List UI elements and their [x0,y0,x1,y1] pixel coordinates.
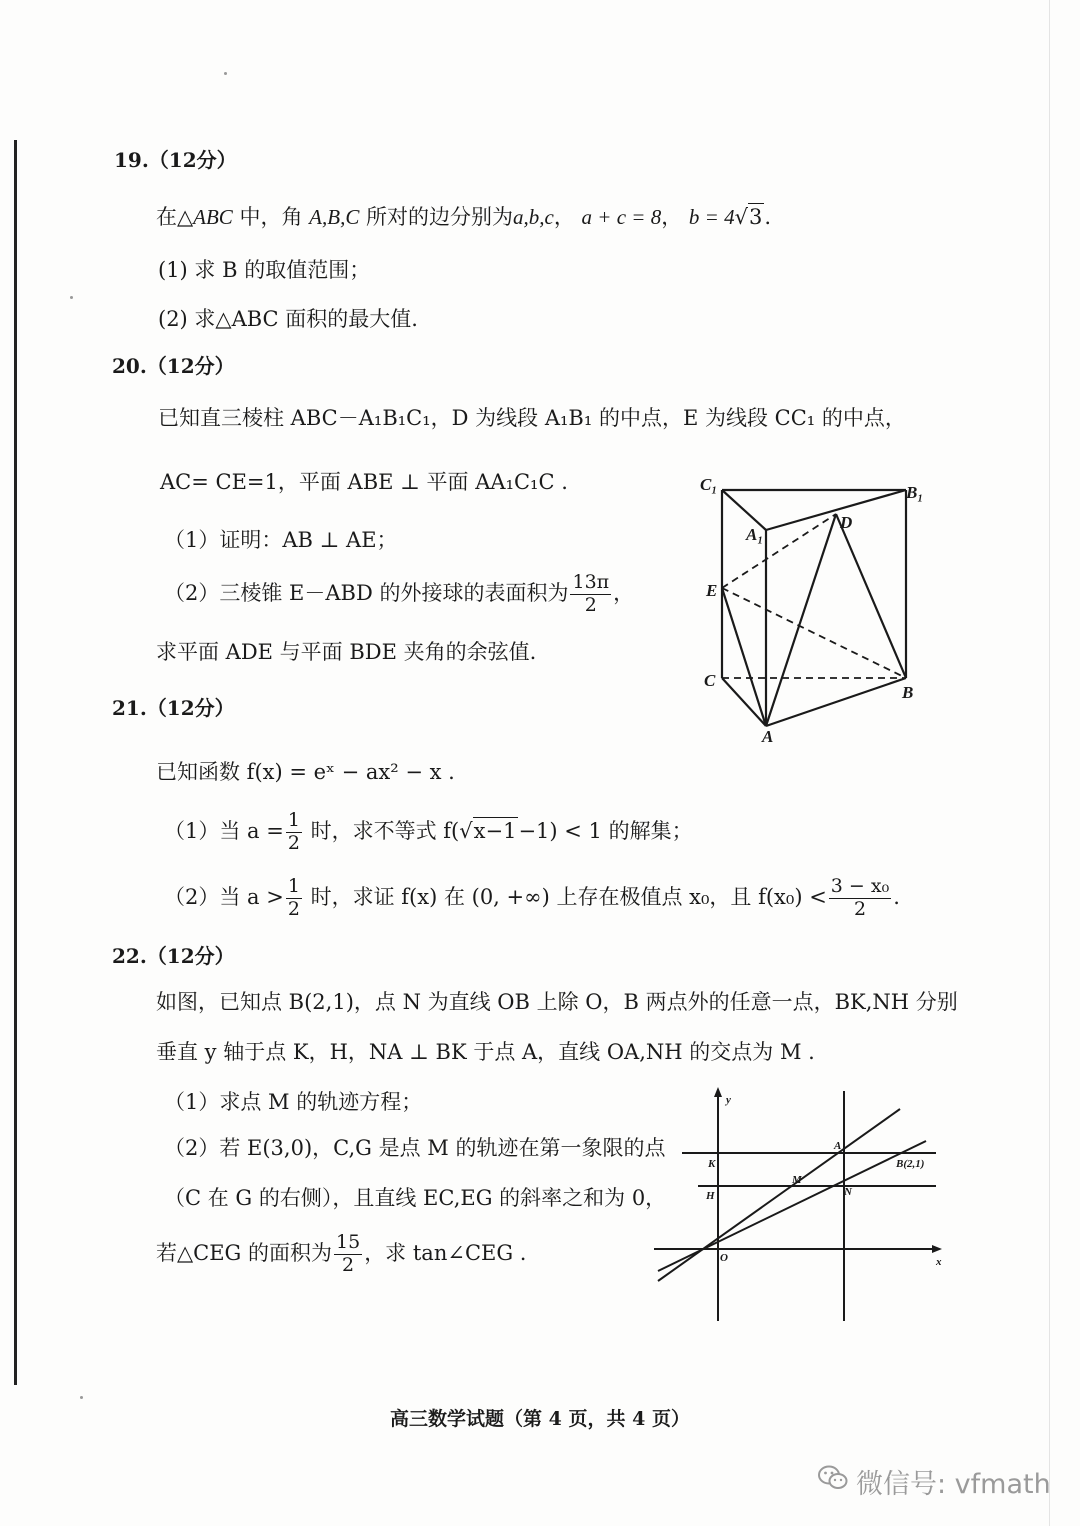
label-a: A [762,727,774,746]
label-a1: A₁ [746,525,764,544]
label-c1: C₁ [700,475,718,494]
label-n: N [844,1186,852,1198]
label-o: O [720,1252,728,1264]
q21-stem: 已知函数 f(x) = eˣ − ax² − x . [156,760,455,784]
q19-stem: 在△ABC 中，角 A,B,C 所对的边分别为a,b,c， a + c = 8， b = 4√3. [156,205,772,229]
edge-c1a1 [722,490,766,530]
label-b21: B(2,1) [896,1158,925,1170]
q19-header: 19.（12分） [114,148,237,172]
watermark [822,1462,1051,1501]
q22-part2-b: （C 在 G 的右侧），且直线 EC,EG 的斜率之和为 0， [164,1186,667,1210]
q21-part1: （1）当 a = $\frac{1}{2}$ 时，求不等式 f(√x−1−1) < 1 的解集； [164,809,693,854]
label-b: B [902,683,914,702]
prism-figure [690,470,930,750]
q20-line1: 已知直三棱柱 ABC－A₁B₁C₁，D 为线段 A₁B₁ 的中点，E 为线段 CC₁ 的中点， [158,406,906,430]
q19-part1: (1) 求 B 的取值范围； [158,258,371,282]
q22-line1: 如图，已知点 B(2,1)，点 N 为直线 OB 上除 O，B 两点外的任意一点，BK,NH 分别 [156,990,958,1014]
edge-ab [766,678,906,726]
q22-line2: 垂直 y 轴于点 K，H，NA ⊥ BK 于点 A，直线 OA,NH 的交点为 M . [156,1040,815,1064]
edge-ad [766,514,836,726]
q20-part2-cont: 求平面 ADE 与平面 BDE 夹角的余弦值. [156,640,537,664]
label-c: C [704,671,716,690]
q20-header: 20.（12分） [112,354,235,378]
edge-ed-hidden [722,514,836,588]
coordinate-figure [650,1085,950,1325]
q21-header: 21.（12分） [112,696,235,720]
page-footer: 高三数学试题（第 4 页，共 4 页） [390,1408,690,1430]
binding-margin-line [14,140,17,1385]
q20-part2: （2）三棱锥 E－ABD 的外接球的表面积为 $\frac{13\pi}{2}$ ， [164,571,635,616]
q22-part2-c: 若△CEG 的面积为 $\frac{15}{2}$ ，求 tan∠CEG . [156,1231,527,1276]
q22-header: 22.（12分） [112,944,235,968]
line-oa [658,1109,900,1281]
edge-ea [722,588,766,726]
q19-part2: (2) 求△ABC 面积的最大值. [158,307,418,331]
edge-eb-hidden [722,588,906,678]
watermark-text: 微信号: vfmath [856,1469,1051,1500]
label-e: E [706,581,718,600]
label-b1: B₁ [906,483,924,502]
label-d: D [840,513,853,532]
line-ob [658,1141,926,1271]
q20-line2: AC= CE=1，平面 ABE ⊥ 平面 AA₁C₁C . [160,470,568,494]
edge-a1b1 [766,490,906,530]
edge-db [836,514,906,678]
x-axis-arrow [932,1245,942,1253]
q22-part2-a: （2）若 E(3,0)，C,G 是点 M 的轨迹在第一象限的点 [164,1136,666,1160]
y-axis-arrow [714,1087,722,1097]
scan-speck [70,296,73,299]
label-k: K [708,1158,716,1170]
page-edge [1049,0,1050,1526]
q22-part1: （1）求点 M 的轨迹方程； [164,1090,423,1114]
label-h: H [706,1190,715,1202]
scan-speck [224,72,227,75]
label-y: y [726,1094,731,1106]
wechat-icon [818,1464,848,1492]
q21-part2: （2）当 a > $\frac{1}{2}$ 时，求证 f(x) 在 (0, +∞) 上存在极值点 x₀，且 f(x₀) < $\frac{\text{3 − x₀}}{2}$ . [164,875,900,920]
q20-part1: （1）证明：AB ⊥ AE； [164,528,398,552]
label-m: M [792,1174,802,1186]
label-a: A [834,1140,842,1152]
label-x: x [936,1256,942,1268]
scan-speck [80,1396,83,1399]
